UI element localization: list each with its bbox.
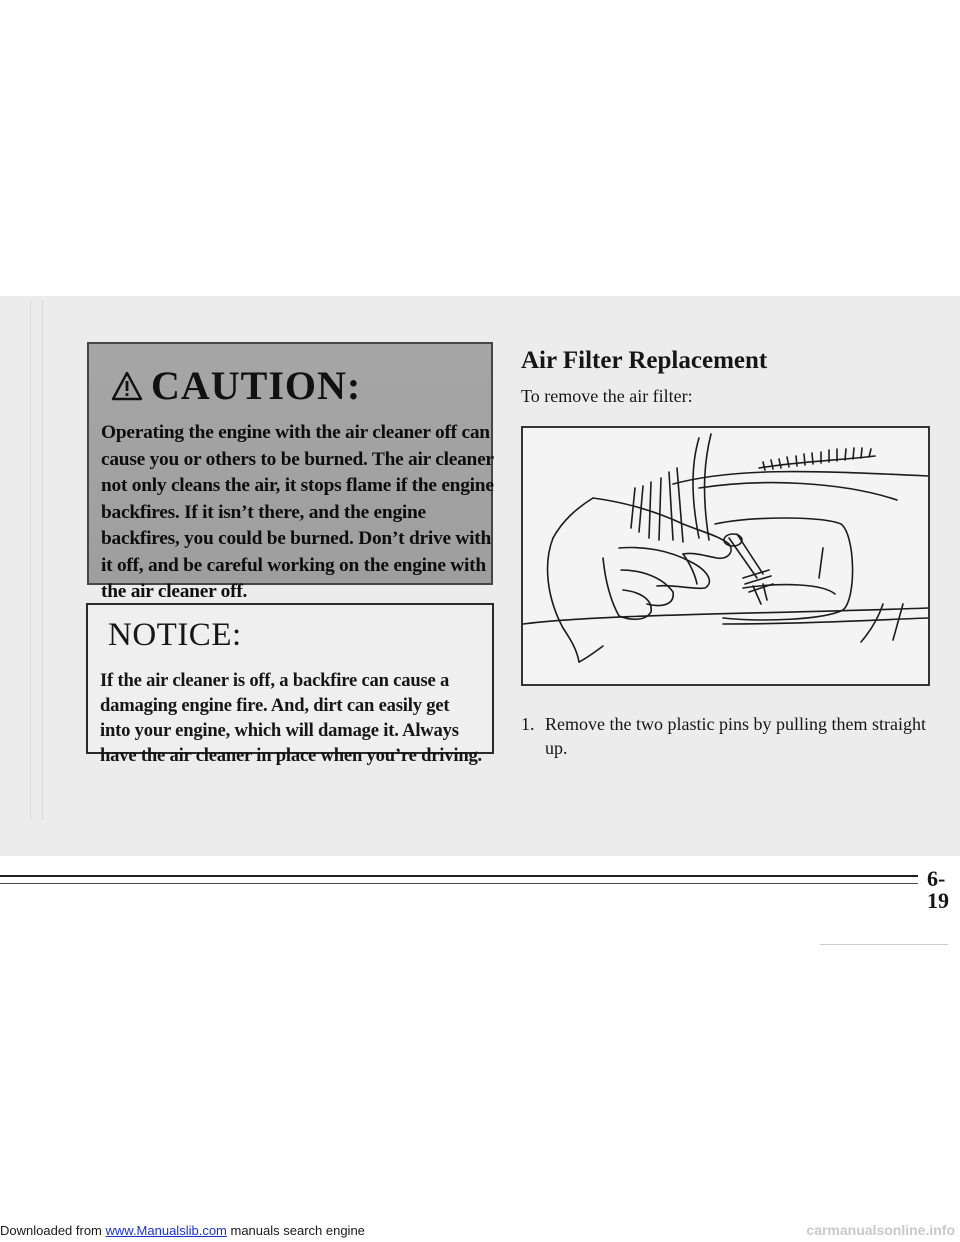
step-text: Remove the two plastic pins by pulling them straight up. <box>545 714 926 758</box>
caution-text <box>101 420 494 606</box>
notice-box <box>86 603 494 766</box>
caution-line: it off, and be careful working on the engine with <box>101 554 486 576</box>
air-filter-illustration <box>521 426 930 686</box>
caution-line: not only cleans the air, it stops flame if the engine <box>101 475 494 496</box>
download-footer <box>0 1223 365 1238</box>
footer-suffix: manuals search engine <box>226 1223 365 1238</box>
manualslib-link[interactable]: www.Manualslib.com <box>105 1223 227 1238</box>
step-item <box>521 712 941 760</box>
notice-line: have the air cleaner in place when you’re driving. <box>100 745 483 766</box>
notice-text <box>100 668 492 768</box>
hand-removing-pin-illustration <box>523 428 928 684</box>
caution-line: backfires. If it isn’t there, and the engine <box>101 501 426 523</box>
footer-prefix: Downloaded from <box>0 1223 106 1238</box>
caution-box <box>87 342 494 602</box>
caution-line: the air cleaner off. <box>101 581 248 602</box>
notice-line: damaging engine fire. And, dirt can easily get <box>100 695 450 716</box>
section-intro: To remove the air filter: <box>521 386 693 406</box>
page-edge-shadow <box>30 300 31 820</box>
caution-line: backfires, you could be burned. Don’t drive with <box>101 528 492 549</box>
caution-header <box>111 363 491 408</box>
caution-line: Operating the engine with the air cleaner off can <box>101 422 490 443</box>
notice-title: NOTICE: <box>108 617 242 653</box>
page-number: 6-19 <box>927 866 949 913</box>
step-number: 1. <box>521 714 535 734</box>
notice-line: If the air cleaner is off, a backfire can cause a <box>100 670 450 691</box>
footer-rule-thin <box>0 883 918 884</box>
caution-line: cause you or others to be burned. The air cleaner <box>101 448 494 470</box>
watermark-text: carmanualsonline.info <box>806 1222 955 1238</box>
section-title: Air Filter Replacement <box>521 347 768 374</box>
page-edge-shadow <box>42 300 43 820</box>
warning-triangle-icon <box>111 371 143 401</box>
footer-rule <box>0 875 918 877</box>
notice-line: into your engine, which will damage it. Always <box>100 720 459 741</box>
divider-line <box>820 944 948 945</box>
caution-title: CAUTION: <box>151 363 362 408</box>
